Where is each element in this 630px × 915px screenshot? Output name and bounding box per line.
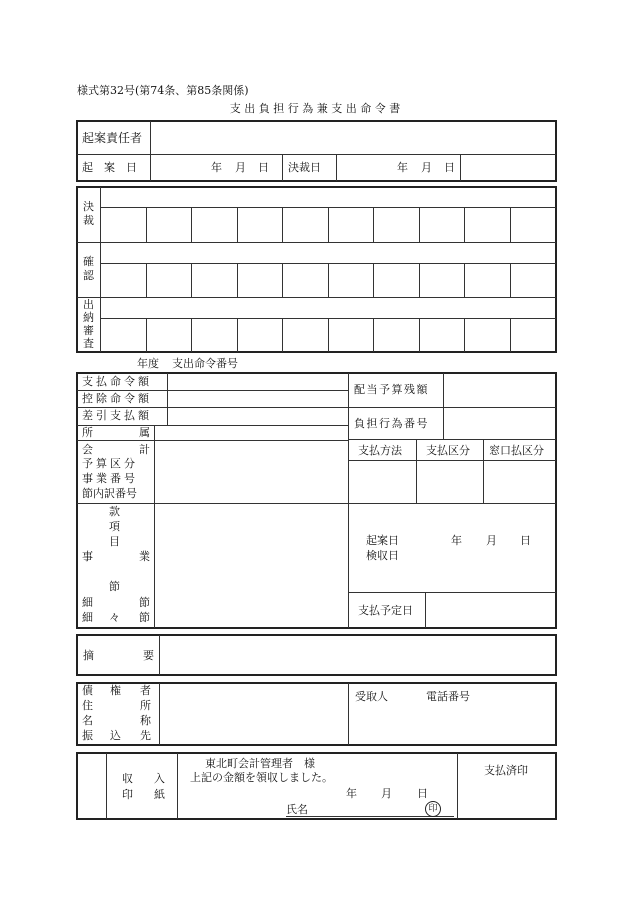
kou-label: 項 [109, 520, 120, 533]
kian-month: 月 [486, 534, 497, 547]
name-c: 称 [140, 714, 151, 727]
summary-field[interactable] [161, 636, 554, 674]
saisai-mid: 々 [109, 611, 120, 624]
decision-month: 月 [421, 161, 432, 174]
receipt-box [76, 752, 557, 820]
pay-order-label: 支払命令額 [82, 375, 152, 388]
deduct-order-label: 控除命令額 [82, 392, 152, 405]
jigyo-label: 事業番号 [82, 472, 138, 485]
pay-method-label: 支払方法 [358, 444, 402, 457]
sai-b: 節 [139, 596, 150, 609]
decision-year: 年 [397, 161, 408, 174]
transfer-c: 先 [140, 729, 151, 742]
net-pay-label: 差引支払額 [82, 409, 152, 422]
creditor-c: 者 [140, 684, 151, 697]
kaikei-b: 計 [139, 443, 150, 456]
obligation-no-label: 負担行為番号 [354, 417, 429, 430]
kaikei-a: 会 [82, 443, 93, 456]
receipt-month: 月 [381, 787, 392, 800]
paid-stamp-label: 支払済印 [484, 764, 528, 777]
seal-icon: 印 [425, 801, 441, 817]
draft-year: 年 [211, 161, 222, 174]
transfer-a: 振 [82, 729, 93, 742]
kian-date-label: 起案日 [366, 534, 399, 547]
sai-a: 細 [82, 596, 93, 609]
approval-box [76, 186, 557, 353]
creditor-a: 債 [82, 684, 93, 697]
yosan-label: 予算区分 [82, 457, 138, 470]
gyo-label: 業 [139, 550, 150, 563]
form-number: 様式第32号(第74条、第85条関係) [77, 84, 249, 97]
receipt-message: 上記の金額を領収しました。 [190, 771, 333, 784]
creditor-b: 権 [110, 684, 121, 697]
stamp-b: 入 [154, 772, 165, 785]
transfer-b: 込 [110, 729, 121, 742]
drafter-field[interactable] [152, 122, 554, 153]
drafter-label: 起案責任者 [82, 131, 143, 145]
decision-date-label: 決裁日 [288, 161, 321, 174]
window-class-label: 窓口払区分 [489, 444, 544, 457]
pay-sched-label: 支払予定日 [358, 604, 413, 617]
receipt-year: 年 [346, 787, 357, 800]
summary-label-b: 要 [143, 649, 154, 662]
kenshu-date-label: 検収日 [366, 549, 399, 562]
shozoku-a: 所 [82, 426, 93, 439]
kan-label: 款 [109, 505, 120, 518]
recipient-label: 受取人 [355, 690, 388, 703]
stamp-d: 紙 [154, 788, 165, 801]
suitou-label: 出納審査 [83, 298, 94, 350]
ji-label: 事 [82, 550, 93, 563]
kian-day: 日 [520, 534, 531, 547]
kian-year: 年 [451, 534, 462, 547]
receipt-name-label: 氏名 [286, 803, 308, 816]
moku-label: 目 [109, 535, 120, 548]
draft-month: 月 [235, 161, 246, 174]
summary-label-a: 摘 [83, 649, 94, 662]
addressee: 東北町会計管理者 様 [205, 757, 315, 770]
kessai-label: 決裁 [83, 200, 94, 227]
stamp-c: 印 [122, 788, 133, 801]
address-c: 所 [140, 699, 151, 712]
shozoku-b: 属 [139, 426, 150, 439]
setsu-label: 節 [109, 580, 120, 593]
nendo-label: 年度 [137, 357, 159, 370]
address-a: 住 [82, 699, 93, 712]
kakunin-label: 確認 [83, 255, 94, 282]
saisai-b: 節 [139, 611, 150, 624]
receipt-day: 日 [417, 787, 428, 800]
draft-day: 日 [258, 161, 269, 174]
saisai-a: 細 [82, 611, 93, 624]
phone-label: 電話番号 [426, 690, 470, 703]
stamp-a: 収 [122, 772, 133, 785]
decision-day: 日 [444, 161, 455, 174]
name-a: 名 [82, 714, 93, 727]
setsu-naiyaku-label: 節内訳番号 [82, 487, 137, 500]
pay-class-label: 支払区分 [426, 444, 470, 457]
budget-balance-label: 配当予算残額 [354, 383, 429, 396]
draft-date-label: 起 案 日 [82, 161, 137, 174]
order-number-label: 支出命令番号 [172, 357, 238, 370]
form-title: 支 出 負 担 行 為 兼 支 出 命 令 書 [229, 102, 401, 115]
